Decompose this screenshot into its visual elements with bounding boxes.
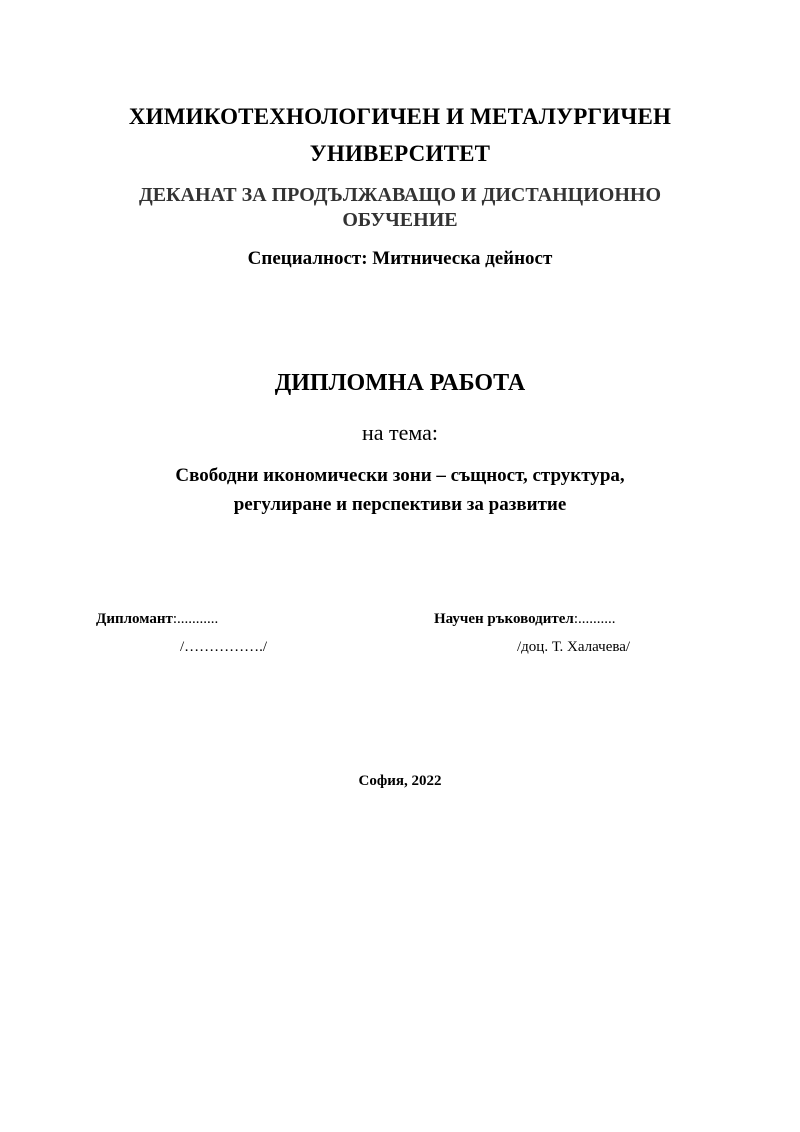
city-year: София, 2022 <box>358 773 442 789</box>
student-signature-line <box>96 611 218 628</box>
deanery-name-line1: ДЕКАНАТ ЗА ПРОДЪЛЖАВАЩО И ДИСТАНЦИОННО <box>138 184 662 206</box>
supervisor-name: /доц. Т. Халачева/ <box>517 639 631 655</box>
student-name: /……………./ <box>180 639 268 655</box>
topic-line1: Свободни икономически зони – същност, структура, <box>175 465 625 486</box>
student-label: Дипломант <box>96 611 173 627</box>
topic-label: на тема: <box>361 420 439 445</box>
document-title: ДИПЛОМНА РАБОТА <box>274 370 526 396</box>
supervisor-dots: :.......... <box>573 611 616 627</box>
topic-line2: регулиране и перспективи за развитие <box>233 494 567 515</box>
deanery-name-line2: ОБУЧЕНИЕ <box>342 209 458 231</box>
supervisor-label: Научен ръководител <box>434 611 574 627</box>
university-name-line1: ХИМИКОТЕХНОЛОГИЧЕН И МЕТАЛУРГИЧЕН <box>128 104 672 129</box>
specialty: Специалност: Митническа дейност <box>247 248 553 269</box>
university-name-line2: УНИВЕРСИТЕТ <box>309 141 491 166</box>
student-dots: :........... <box>172 611 219 627</box>
supervisor-signature-line <box>434 611 615 628</box>
